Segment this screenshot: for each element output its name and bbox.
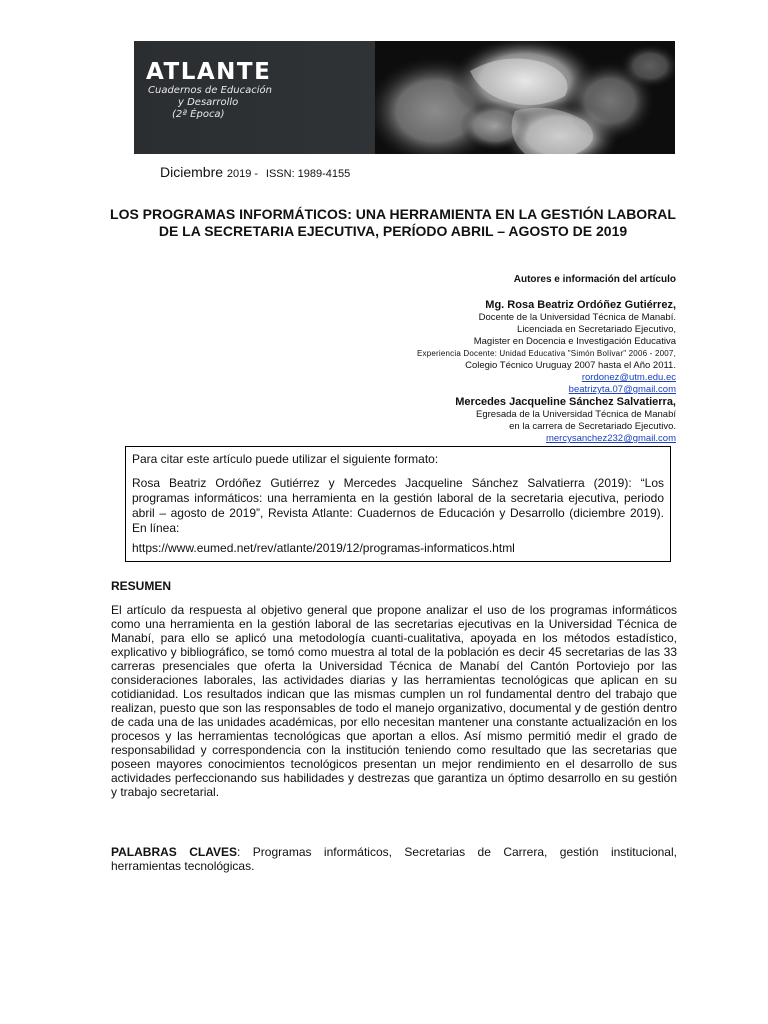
keywords-text: : Programas informáticos, Secretarias de Carrera, gestión institucional, herramientas tecnológicas. <box>111 845 677 873</box>
citation-text: Rosa Beatriz Ordóñez Gutiérrez y Mercedes Jacqueline Sánchez Salvatierra (2019): “Los programas informáticos: una herramienta en la gestión laboral de la secretaria ejecutiva, periodo abril – agosto de 2019”, Revista Atlante: Cuadernos de Educación y Desarrollo (diciembre 2019). En línea: <box>132 476 664 535</box>
keywords <box>111 845 677 873</box>
authors-heading: Autores e información del artículo <box>513 274 676 285</box>
article-title: LOS PROGRAMAS INFORMÁTICOS: UNA HERRAMIENTA EN LA GESTIÓN LABORAL DE LA SECRETARIA EJECUTIVA, PERÍODO ABRIL – AGOSTO DE 2019 <box>110 206 676 239</box>
author-affiliation: Egresada de la Universidad Técnica de Manabí <box>476 409 676 420</box>
journal-name: ATLANTE <box>146 59 272 85</box>
issue-year: 2019 - <box>226 168 259 180</box>
abstract-heading: RESUMEN <box>111 579 172 593</box>
journal-banner <box>134 41 675 154</box>
citation-intro: Para citar este artículo puede utilizar el siguiente formato: <box>132 452 439 466</box>
author-experience: Colegio Técnico Uruguay 2007 hasta el Año 2011. <box>465 360 676 371</box>
author-degree: Magister en Docencia e Investigación Educativa <box>473 336 676 347</box>
author-degree: Licenciada en Secretariado Ejecutivo, <box>517 324 676 335</box>
author-email-link[interactable]: beatrizyta.07@gmail.com <box>568 384 676 395</box>
author-affiliation: Docente de la Universidad Técnica de Manabí. <box>478 312 676 323</box>
journal-subtitle: Cuadernos de Educación y Desarrollo (2ª Época) <box>148 85 272 120</box>
citation-url[interactable]: https://www.eumed.net/rev/atlante/2019/12/programas-informaticos.html <box>132 541 515 555</box>
keywords-label: PALABRAS CLAVES <box>111 845 238 859</box>
abstract-text: El artículo da respuesta al objetivo general que propone analizar el uso de los programas informáticos como una herramienta en la gestión laboral de las secretarias ejecutivas en la Universidad Técnica de Manabí, para ello se aplicó una metodología cuanti-cualitativa, apoyada en los métodos estadístico, explicativo y bibliográfico, se tomó como muestra al total de la población es decir 45 secretarias de las 33 carreras presenciales que oferta la Universidad Técnica de Manabí del Cantón Portoviejo por las consideraciones laborales, las actividades diarias y las herramientas tecnológicas que aplican en su cotidianidad. Los resultados indican que las mismas cumplen un rol fundamental dentro del trabajo que realizan, puesto que son las responsables de todo el manejo organizativo, documental y de gestión dentro de cada una de las unidades académicas, por ello necesitan mantener una constante actualización en los procesos y las herramientas tecnológicas que aportan a ellos. Así mismo permitió medir el grado de responsabilidad y correspondencia con la institución teniendo como resultado que las secretarias que poseen mayores conocimientos tecnológicos presentan un mejor rendimiento en el desarrollo de sus actividades perfeccionando sus habilidades y destrezas que garantiza un óptimo desarrollo en su gestión y trabajo secretarial. <box>111 603 677 799</box>
issue-month: Diciembre <box>160 164 224 180</box>
issn: ISSN: 1989-4155 <box>265 168 351 180</box>
author-name: Mg. Rosa Beatriz Ordóñez Gutiérrez, <box>485 299 676 311</box>
issue-info <box>160 164 350 180</box>
author-experience: Experiencia Docente: Unidad Educativa "Simón Bolívar" 2006 - 2007, <box>416 349 676 358</box>
author-affiliation: en la carrera de Secretariado Ejecutivo. <box>509 421 676 432</box>
journal-logo <box>146 59 272 121</box>
sculpture-image <box>375 41 675 154</box>
authors-block <box>417 274 676 445</box>
author-name: Mercedes Jacqueline Sánchez Salvatierra, <box>455 396 676 408</box>
author-email-link[interactable]: rordonez@utm.edu.ec <box>581 372 676 383</box>
author-email-link[interactable]: mercysanchez232@gmail.com <box>545 433 676 444</box>
citation-box <box>125 446 671 562</box>
